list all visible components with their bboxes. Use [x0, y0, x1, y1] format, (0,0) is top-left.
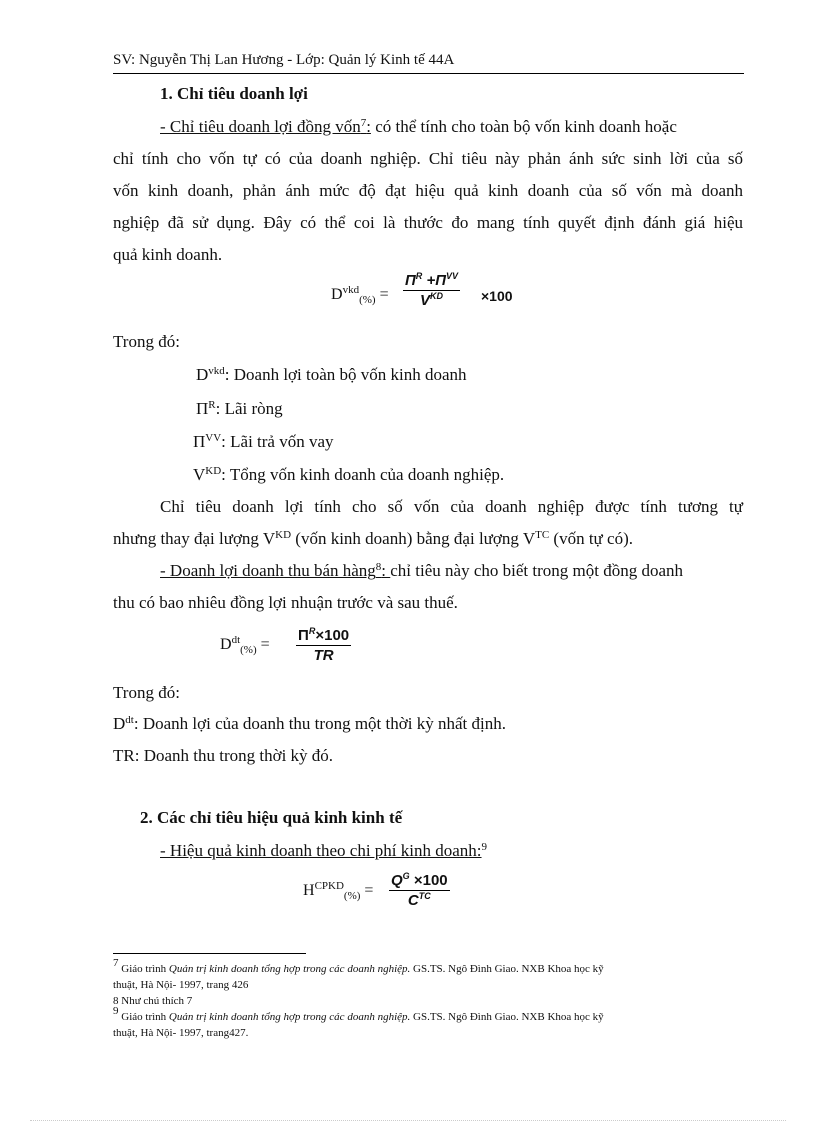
- para3-line2: thu có bao nhiêu đồng lợi nhuận trước và sau thuế.: [113, 593, 458, 612]
- item1-label: - Chỉ tiêu doanh lợi đồng vốn$^7$:: [160, 117, 371, 136]
- formula1-numerator: $\Pi^R +\Pi^{VV}$: [405, 271, 458, 289]
- page-header: SV: Nguyễn Thị Lan Hương - Lớp: Quản lý Kinh tế 44A: [113, 52, 455, 68]
- page-bottom-border: [30, 1120, 786, 1121]
- footnote-rule: [113, 953, 306, 954]
- para1-line3: vốn kinh doanh, phản ánh mức độ đạt hiệu quả kinh doanh của số vốn mà doanh: [113, 181, 743, 200]
- footnote-9-line2: thuật, Hà Nội- 1997, trang427.: [113, 1027, 249, 1039]
- section2-title: 2. Các chỉ tiêu hiệu quả kinh kinh tế: [140, 808, 403, 827]
- formula2-lhs: $D^{dt}_{(\%)}$ =: [220, 634, 270, 656]
- where-label-2: Trong đó:: [113, 683, 180, 702]
- footnote-9-line1: $^9$ Giáo trình Quản trị kinh doanh tổng hợp trong các doanh nghiệp. GS.TS. Ngô Đình Giao. NXB Khoa học kỹ: [113, 1005, 604, 1023]
- para1-line2: chỉ tính cho vốn tự có của doanh nghiệp. Chỉ tiêu này phản ánh sức sinh lời của số: [113, 149, 743, 168]
- formula2-denominator: TR: [313, 647, 334, 664]
- formula3-denominator: $C^{TC}$: [407, 891, 431, 909]
- where-label-1: Trong đó:: [113, 332, 180, 351]
- definition-dvkd: $D^{vkd}$: Doanh lợi toàn bộ vốn kinh doanh: [196, 365, 467, 384]
- footnote-7-line2: thuật, Hà Nội- 1997, trang 426: [113, 979, 249, 991]
- formula1-lhs: $D^{vkd}_{(\%)}$ =: [331, 284, 389, 306]
- para2-line1: Chỉ tiêu doanh lợi tính cho số vốn của doanh nghiệp được tính tương tự: [160, 497, 743, 516]
- definition-ddt: $D^{dt}$: Doanh lợi của doanh thu trong một thời kỳ nhất định.: [113, 714, 506, 733]
- section2-item1: - Hiệu quả kinh doanh theo chi phí kinh doanh:$^9$: [160, 841, 488, 860]
- para2-line2: nhưng thay đại lượng $V^{KD}$ (vốn kinh doanh) bằng đại lượng $V^{TC}$ (vốn tự có).: [113, 529, 633, 548]
- formula3-lhs: $H^{CPKD}_{(\%)}$ =: [303, 880, 374, 902]
- formula1-denominator: $V^{KD}$: [419, 291, 443, 309]
- item2-label: - Doanh lợi doanh thu bán hàng$^8$:: [160, 561, 391, 580]
- formula2-fraction: [296, 627, 351, 664]
- para1-line5: quả kinh doanh.: [113, 245, 223, 264]
- formula1-fraction: [403, 272, 460, 309]
- definition-pir: $\Pi^R$: Lãi ròng: [196, 399, 283, 418]
- definition-pivv: $\Pi^{VV}$: Lãi trả vốn vay: [193, 432, 334, 451]
- formula2-numerator: $\Pi^R\times 100$: [298, 626, 350, 644]
- formula3-fraction: [389, 872, 450, 909]
- para3-line1: - Doanh lợi doanh thu bán hàng$^8$: chỉ tiêu này cho biết trong một đồng doanh: [160, 561, 683, 580]
- footnote-7-line1: $^7$ Giáo trình Quản trị kinh doanh tổng hợp trong các doanh nghiệp. GS.TS. Ngô Đình Giao. NXB Khoa học kỹ: [113, 957, 604, 975]
- para1-line4: nghiệp đã sử dụng. Đây có thể coi là thước đo mang tính quyết định đánh giá hiệu: [113, 213, 743, 232]
- formula3-numerator: $Q^G \times 100$: [391, 871, 448, 889]
- para1-line1: - Chỉ tiêu doanh lợi đồng vốn$^7$: có thể tính cho toàn bộ vốn kinh doanh hoặc: [160, 117, 677, 136]
- footnote-8: 8 Như chú thích 7: [113, 995, 193, 1007]
- section1-title: 1. Chỉ tiêu doanh lợi: [160, 84, 308, 103]
- definition-tr: TR: Doanh thu trong thời kỳ đó.: [113, 746, 334, 765]
- header-rule: [113, 73, 744, 74]
- definition-vkd: $V^{KD}$: Tổng vốn kinh doanh của doanh nghiệp.: [193, 465, 505, 484]
- formula1-multiplier: ×100: [481, 288, 513, 304]
